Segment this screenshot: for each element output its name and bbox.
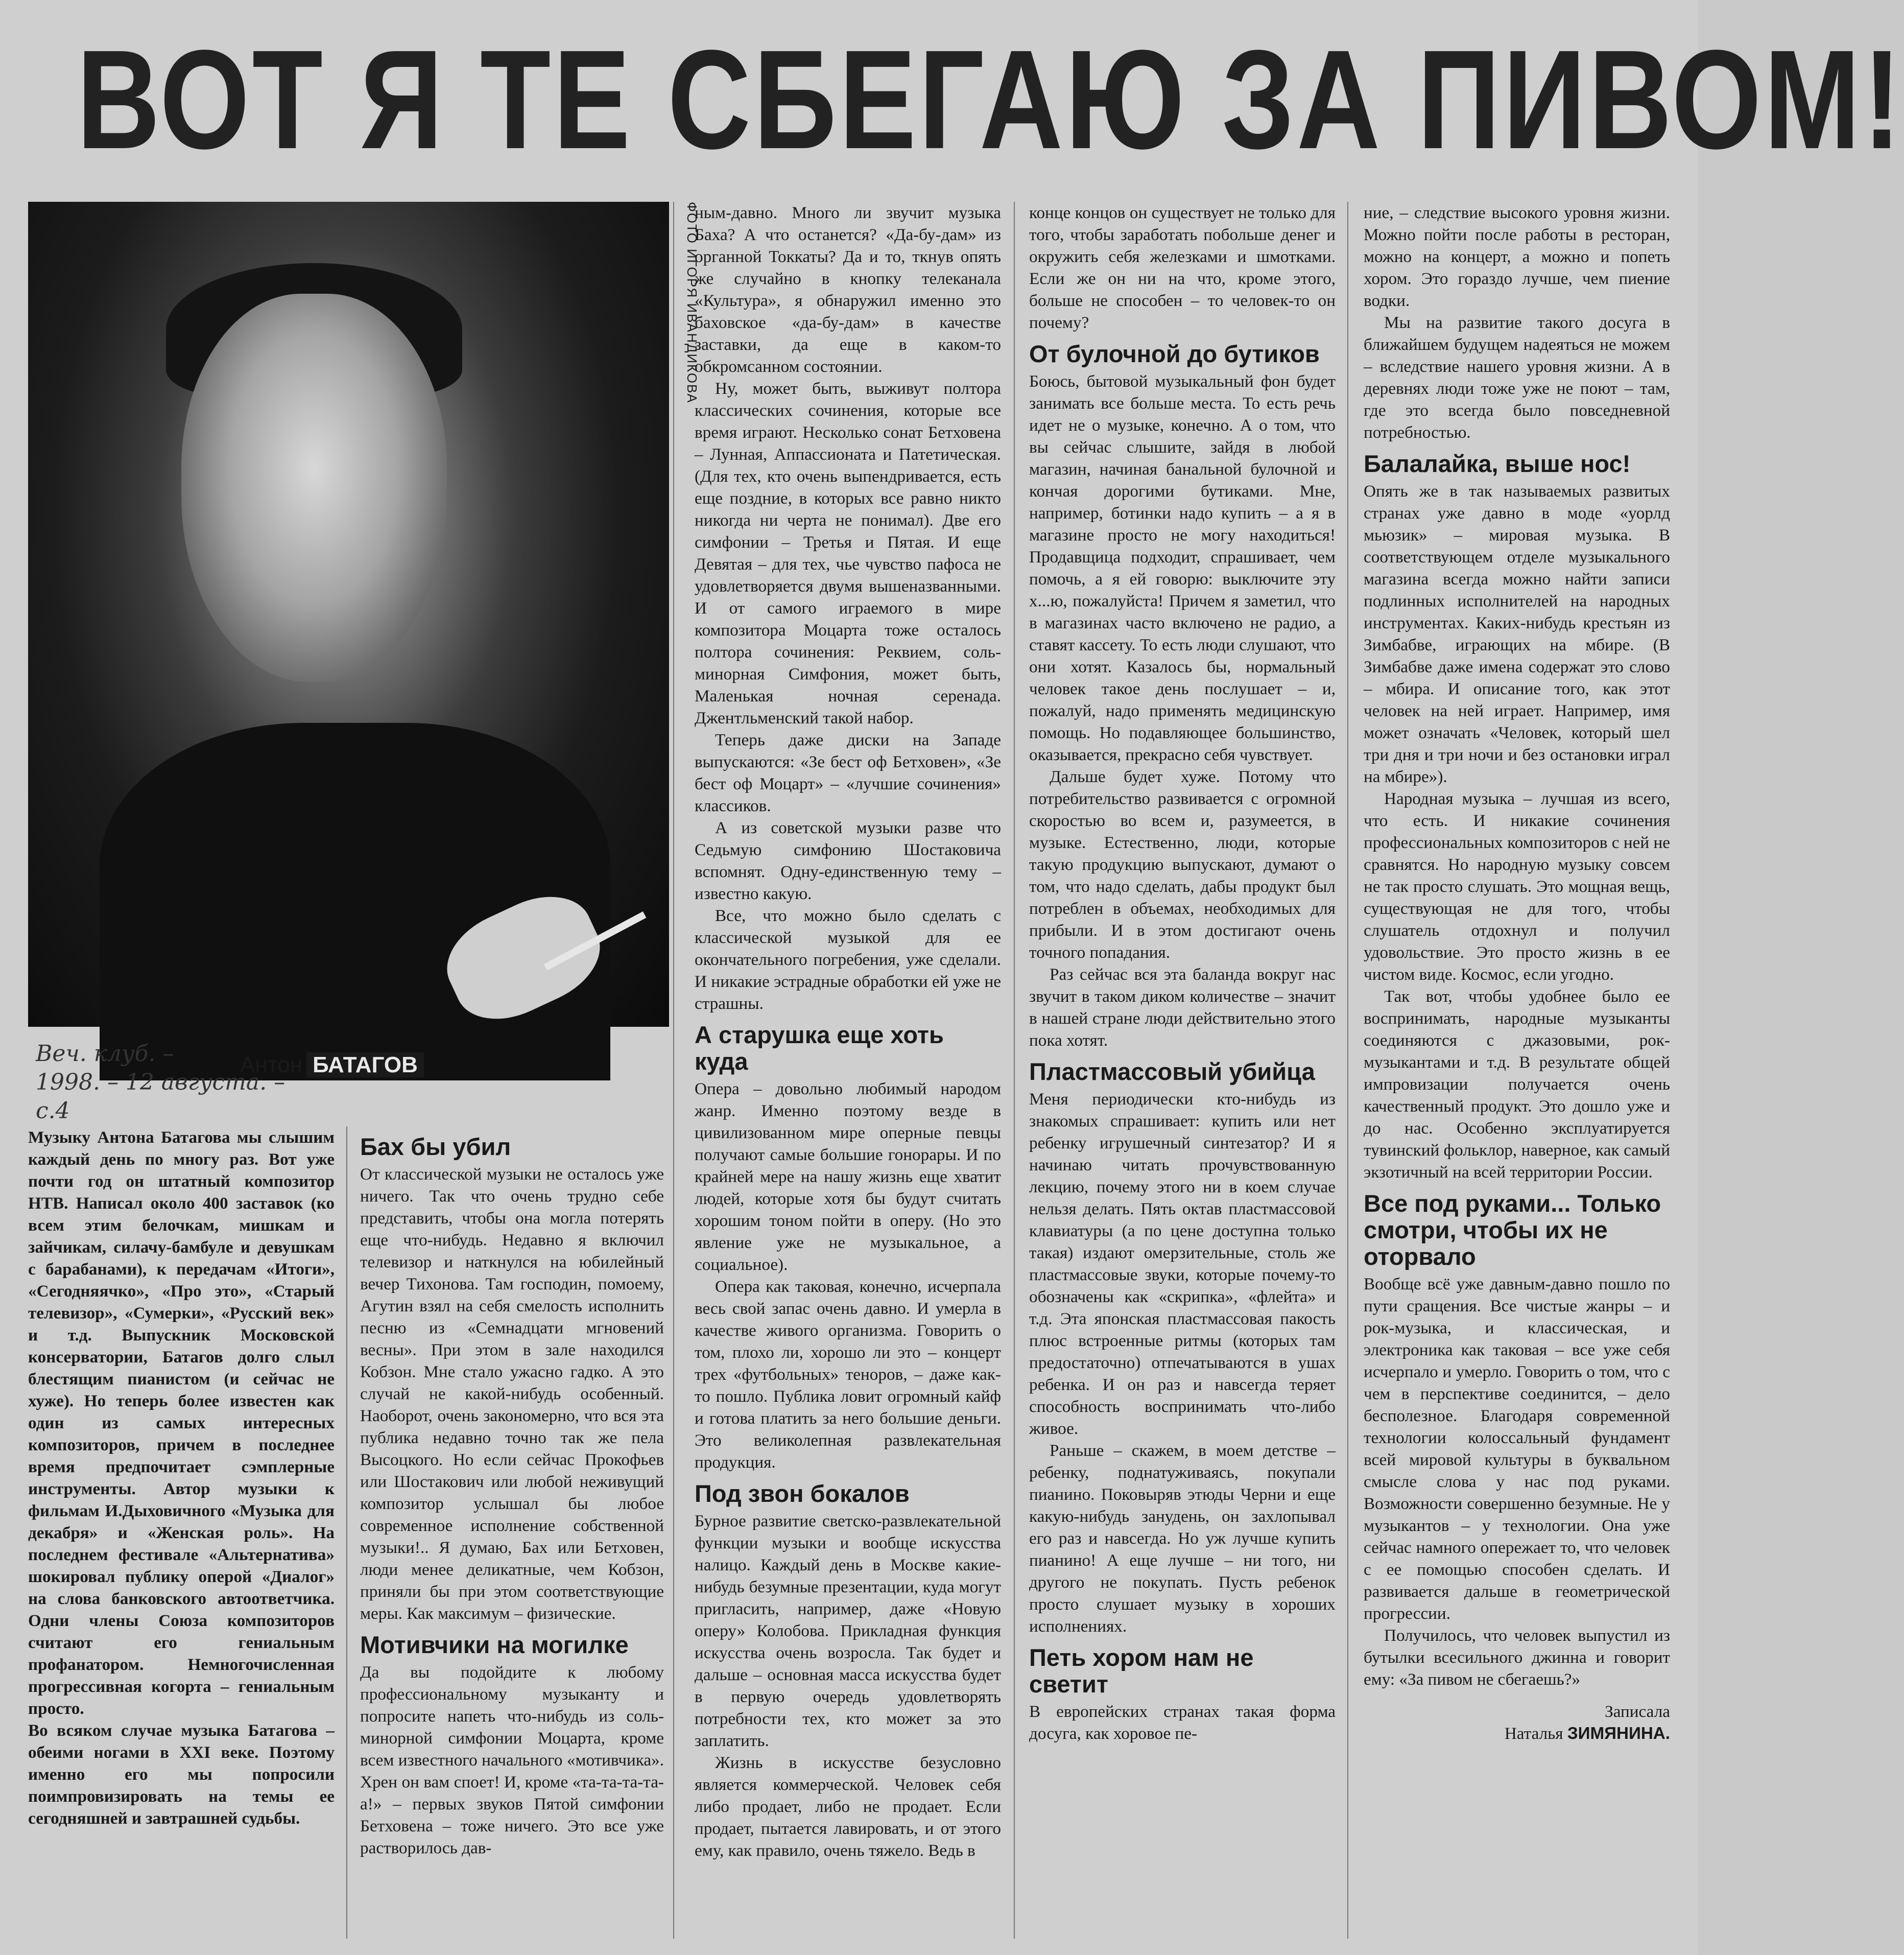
subheading: Петь хором нам не светит [1029,1644,1254,1698]
column-4 [1029,202,1336,1944]
paragraph: Все, что можно было сделать с классической музыкой для ее окончательного погребения, уже сделали. И никакие эстрадные обработки ей уже не страшны. [695,906,1001,1013]
paragraph: Народная музыка – лучшая из всего, что есть. И никакие сочинения профессиональных композиторов с ней не сравнятся. Но народную музыку совсем не так просто слушать. Это мощная вещь, существующая не для того, чтобы слушатель отдохнул и получил удовольствие. Это просто жизнь в ее чистом виде. Космос, если угодно. [1364,789,1670,984]
paragraph: Так вот, чтобы удобнее было ее воспринимать, народные музыканты соединяются с джазовыми, рок-музыкантами и т.д. В результате общей импровизации получается очень качественный продукт. Это дошло уже и до нас. Особенно эксплуатируется тувинский фольклор, наверное, как самый экзотичный на всей территории России. [1364,987,1670,1182]
byline-last-name: БАТАГОВ [306,1052,424,1077]
subheading: Балалайка, выше нос! [1364,450,1631,477]
signature-label: Записала [1605,1702,1670,1721]
paragraph: Боюсь, бытовой музыкальный фон будет занимать все больше места. То есть речь идет не о музыке, конечно. А о том, что вы сейчас слышите, зайдя в любой магазин, начиная банальной булочной и кончая дорогими бутиками. Мне, например, ботинки надо купить – а я в магазине просто не могу находиться! Продавщица подходит, спрашивает, чем помочь, а я ей говорю: выключите эту х...ю, пожалуйста! Причем я заметил, что в магазинах часто включено не радио, а ставят кассету. То есть люди слушают, что они хотят. Казалось бы, нормальный человек такое день послушает – и, пожалуй, надо применять медицинскую помощь. Но подавляющее большинство, оказывается, прекрасно себя чувствует. [1029,372,1336,764]
paragraph: ние, – следствие высокого уровня жизни. Можно пойти после работы в ресторан, можно на концерт, а можно и попеть хором. Это гораздо лучше, чем пиение водки. [1364,203,1670,310]
subheading: А старушка еще хоть куда [695,1021,944,1075]
paragraph: Мы на развитие такого досуга в ближайшем будущем надеяться не можем – вследствие нашего уровня жизни. А в деревнях люди тоже уже не поют – там, где это всегда было повседневной потребностью. [1364,313,1670,442]
paragraph: конце концов он существует не только для того, чтобы заработать побольше денег и окружить себя железками и шмотками. Если же он ни на что, кроме этого, больше не способен – то человек-то он почему? [1029,203,1336,332]
signature-last-name: ЗИМЯНИНА. [1567,1724,1670,1743]
paragraph: Ну, может быть, выживут полтора классических сочинения, которые все время играют. Несколько сонат Бетховена – Лунная, Аппассионата и Патетическая. (Для тех, кто очень выпендривается, есть еще поздние, в которых все равно никто никогда ни черта не понимал). Две его симфонии – Третья и Пятая. И еще Девятая – для тех, чье чувство пафоса не удовлетворяется двумя вышеназванными. И от самого играемого в мире композитора Моцарта тоже осталось полтора сочинения: Реквием, соль-минорная Симфония, может быть, Маленькая ночная серенада. Джентльменский такой набор. [695,379,1001,727]
column-divider [673,202,674,1939]
column-divider [1347,202,1348,1939]
subheading: Мотивчики на могилке [360,1631,629,1658]
paragraph: Да вы подойдите к любому профессиональному музыканту и попросите напеть что-нибудь из соль-минорной симфонии Моцарта, кроме всем известного начального «мотивчика». Хрен он вам споет! И, кроме «та-та-та-та-а!» – первых звуков Пятой симфонии Бетховена – тоже ничего. Это все уже растворилось дав- [360,1663,664,1857]
paragraph: Опять же в так называемых развитых странах уже давно в моде «уорлд мьюзик» – мировая музыка. В соответствующем отделе музыкального магазина всегда можно найти записи подлинных исполнителей на народных инструментах. Каких-нибудь крестьян из Зимбабве, играющих на мбире. (В Зимбабве даже имена содержат это слово – мбира. И описание того, как этот человек на ней играет. Например, имя может означать «Человек, который шел три дня и три ночи и без остановки играл на мбире»). [1364,482,1670,786]
column-divider [1014,202,1015,1939]
paragraph: Получилось, что человек выпустил из бутылки всесильного джинна и говорит ему: «За пивом не сбегаешь?» [1364,1626,1670,1689]
column-divider [346,1126,347,1939]
column-5 [1364,202,1670,1944]
paragraph: ным-давно. Много ли звучит музыка Баха? А что останется? «Да-бу-дам» из органной Токкаты? Да и то, ткнув опять же случайно в кнопку телеканала «Культура», я обнаружил именно это баховское «да-бу-дам» в качестве заставки, да еще в каком-то обкромсанном состоянии. [695,203,1001,376]
paragraph: Дальше будет хуже. Потому что потребительство развивается с огромной скоростью во всем и, разумеется, в музыке. Естественно, люди, которые такую продукцию выпускают, думают о том, что надо сделать, дабы продукт был потреблен в объемах, необходимых для прибыли. И в этом достигают очень точного попадания. [1029,767,1336,962]
lead-paragraph: Во всяком случае музыка Батагова – обеими ногами в XXI веке. Поэтому именно его мы попросили поимпровизировать на темы ее сегодняшней и завтрашней судьбы. [28,1721,335,1828]
byline [240,1050,424,1080]
column-3 [695,202,1001,1944]
paragraph: А из советской музыки разве что Седьмую симфонию Шостаковича вспомнят. Одну-единственную тему – известно какую. [695,818,1001,903]
signature-first-name: Наталья [1504,1724,1563,1743]
photo-credit: ФОТО ИГОРЯ ИВАНДИКОВА [684,202,700,404]
paragraph: Меня периодически кто-нибудь из знакомых спрашивает: купить или нет ребенку игрушечный синтезатор? И я начинаю читать прочувствованную лекцию, почему этого ни в коем случае нельзя делать. Пять октав пластмассовой клавиатуры (а по цене доступна только такая) издают омерзительные, столь же пластмассовые звуки, которые почему-то обозначены как «скрипка», «флейта» и т.д. Эта японская пластмассовая пакость плюс встроенные ритмы (которых там предостаточно) отпечатываются в ушах ребенка. И он раз и навсегда теряет способность воспринимать что-либо живое. [1029,1090,1336,1438]
signature-name [1364,1723,1670,1745]
handwritten-note-line: Веч. клуб. – [36,1041,174,1067]
paragraph: Вообще всё уже давным-давно пошло по пути сращения. Все чистые жанры – и рок-музыка, и классическая, и электроника как таковая – все уже себя исчерпало и умерло. Говорить о том, что с чем в перспективе соединится, – дело бесполезное. Благодаря современной технологии колоссальный фундамент всей мировой культуры в буквальном смысле слова у нас под руками. Возможности совершенно безумные. Не у музыкантов – у технологии. Она уже сейчас намного опережает то, что человек с ее помощью способен сделать. И развивается дальше в геометрической прогрессии. [1364,1275,1670,1623]
subheading: Пластмассовый убийца [1029,1058,1315,1085]
paragraph: Опера как таковая, конечно, исчерпала весь свой запас очень давно. И умерла в качестве живого организма. Говорить о том, плохо ли, хорошо ли это – концерт трех «футбольных» теноров, – даже как-то пошло. Публика ловит огромный кайф и готова платить за него большие деньги. Это великолепная развлекательная продукция. [695,1277,1001,1472]
paragraph: От классической музыки не осталось уже ничего. Так что очень трудно себе представить, чтобы она могла потерять еще что-нибудь. Недавно я включил телевизор и наткнулся на юбилейный вечер Тихонова. Там господин, помоему, Агутин взял на себя смелость исполнить песню из «Семнадцати мгновений весны». При этом в зале находился Кобзон. Мне стало ужасно гадко. А это случай не какой-нибудь особенный. Наоборот, очень закономерно, что вся эта публика недавно точно так же пела Высоцкого. Но если сейчас Прокофьев или Шостакович или любой неживущий композитор услышал бы любое современное исполнение собственной музыки!.. Я думаю, Бах или Бетховен, люди менее деликатные, чем Кобзон, приняли бы при этом соответствующие меры. Как максимум – физические. [360,1165,664,1623]
handwritten-note-line: 1998. – 12 августа. – с.4 [36,1069,285,1124]
paragraph: Жизнь в искусстве безусловно является коммерческой. Человек себя либо продает, либо не продает. Если продает, пытается лавировать, и от этого ему, как правило, очень тяжело. Ведь в [695,1753,1001,1860]
subheading: Под звон бокалов [695,1480,910,1507]
column-lead [28,1126,335,1944]
paragraph: В европейских странах такая форма досуга, как хоровое пе- [1029,1702,1336,1743]
byline-first-name: Антон [240,1052,303,1077]
headline: ВОТ Я ТЕ СБЕГАЮ ЗА ПИВОМ! [77,21,1904,178]
paragraph: Раньше – скажем, в моем детстве – ребенку, поднатуживаясь, покупали пианино. Поковыряв этюды Черни и еще какую-нибудь занудень, он захлопывал его раз и навсегда. Но уж лучше купить пианино! А еще лучше – ни того, ни другого не покупать. Пусть ребенок просто слушает музыку в хороших исполнениях. [1029,1441,1336,1636]
column-2 [360,1126,664,1944]
paragraph: Раз сейчас вся эта баланда вокруг нас звучит в таком диком количестве – значит в нашей стране люди действительно этого пока хотят. [1029,965,1336,1050]
signature [1364,1701,1670,1745]
photo-face-shape [181,294,447,682]
subheading: Все под руками... Только смотри, чтобы их не оторвало [1364,1190,1661,1270]
paragraph: Опера – довольно любимый народом жанр. Именно поэтому везде в цивилизованном мире оперные певцы получают самые большие гонорары. И по крайней мере на нашу жизнь еще хватит людей, которые хотя бы будут считать хорошим тоном пойти в оперу. (Но это явление уже не музыкальное, а социальное). [695,1079,1001,1274]
paragraph: Теперь даже диски на Западе выпускаются: «Зе бест оф Бетховен», «Зе бест оф Моцарт» – «лучшие сочинения» классиков. [695,731,1001,815]
subheading: Бах бы убил [360,1133,511,1160]
paragraph: Бурное развитие светско-развлекательной функции музыки и вообще искусства налицо. Каждый день в Москве какие-нибудь безумные презентации, куда могут пригласить, например, даже «Новую оперу» Колобова. Прикладная функция искусства очень возросла. Так будет и дальше – основная масса искусства будет в первую очередь удовлетворять потребности тех, кто может за это заплатить. [695,1512,1001,1750]
portrait-photo [28,202,669,1027]
lead-paragraph: Музыку Антона Батагова мы слышим каждый день по многу раз. Вот уже почти год он штатный композитор НТВ. Написал около 400 заставок (ко всем этим белочкам, мишкам и зайчикам, силачу-бамбуле и девушкам с барабанами), к передачам «Итоги», «Сегодняячко», «Про это», «Старый телевизор», «Сумерки», «Русский век» и т.д. Выпускник Московской консерватории, Батагов долго слыл блестящим пианистом (и сейчас не хуже). Но теперь более известен как один из самых интересных композиторов, причем в последнее время предпочитает сэмплерные инструменты. Автор музыки к фильмам И.Дыховичного «Музыка для декабря» и «Женская роль». На последнем фестивале «Альтернатива» шокировал публику оперой «Диалог» на слова банковского автоответчика. Одни члены Союза композиторов считают его гениальным профанатором. Немногочисленная прогрессивная когорта – гениальным просто. [28,1128,335,1718]
subheading: От булочной до бутиков [1029,340,1320,367]
